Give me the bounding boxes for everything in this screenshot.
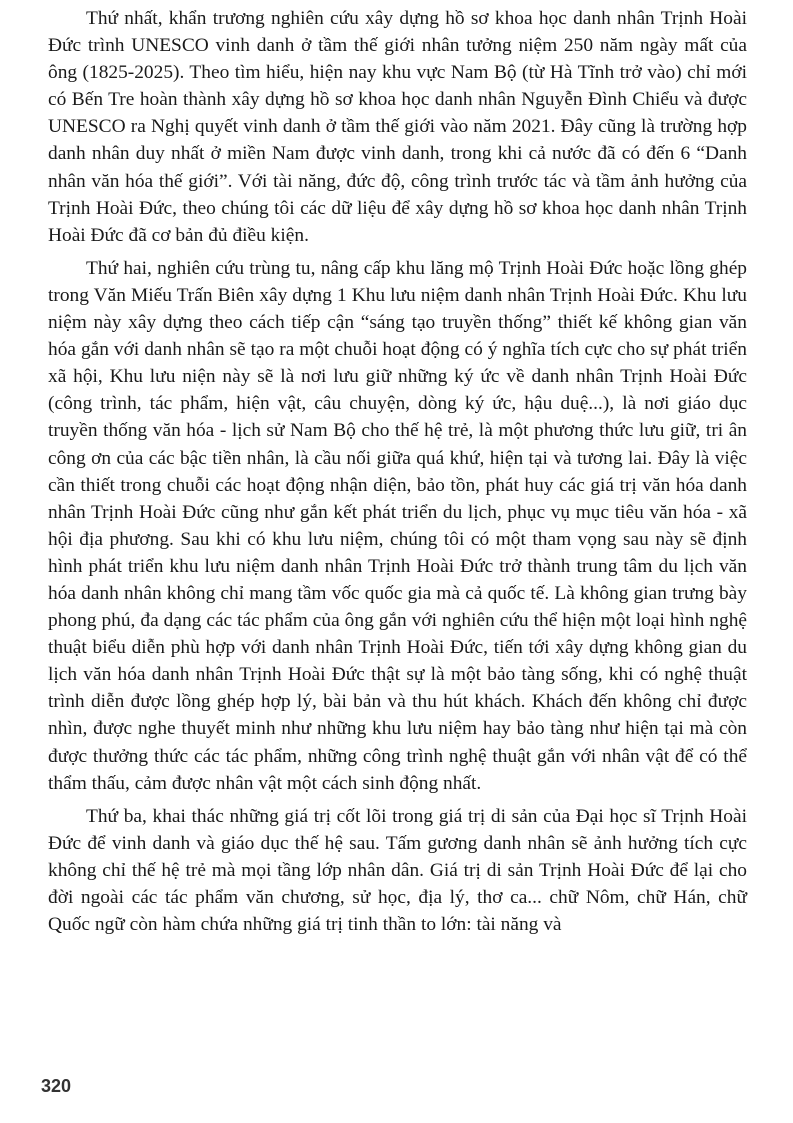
paragraph-first: Thứ nhất, khẩn trương nghiên cứu xây dựng hồ sơ khoa học danh nhân Trịnh Hoài Đức trình UNESCO vinh danh ở tầm thế giới nhân tưởng niệm 250 năm ngày mất của ông (1825-2025). Theo tìm hiểu, hiện nay khu vực Nam Bộ (từ Hà Tĩnh trở vào) chỉ mới có Bến Tre hoàn thành xây dựng hồ sơ khoa học danh nhân Nguyễn Đình Chiểu và được UNESCO ra Nghị quyết vinh danh ở tầm thế giới vào năm 2021. Đây cũng là trường hợp danh nhân duy nhất ở miền Nam được vinh danh, trong khi cả nước đã có đến 6 “Danh nhân văn hóa thế giới”. Với tài năng, đức độ, công trình trước tác và tầm ảnh hưởng của Trịnh Hoài Đức, theo chúng tôi các dữ liệu để xây dựng hồ sơ khoa học danh nhân Trịnh Hoài Đức đã cơ bản đủ điều kiện. [48,8,747,246]
body-text [48,0,747,938]
page-number: 320 [41,1076,72,1096]
paragraph-second: Thứ hai, nghiên cứu trùng tu, nâng cấp khu lăng mộ Trịnh Hoài Đức hoặc lồng ghép trong Văn Miếu Trấn Biên xây dựng 1 Khu lưu niệm danh nhân Trịnh Hoài Đức. Khu lưu niệm này xây dựng theo cách tiếp cận “sáng tạo truyền thống” thiết kế không gian văn hóa gắn với danh nhân sẽ tạo ra một chuỗi hoạt động có ý nghĩa tích cực cho sự phát triển xã hội, Khu lưu niện này sẽ là nơi lưu giữ những ký ức về danh nhân Trịnh Hoài Đức (công trình, tác phẩm, hiện vật, câu chuyện, dòng ký ức, hậu duệ...), là nơi giáo dục truyền thống văn hóa - lịch sử Nam Bộ cho thế hệ trẻ, là một phương thức lưu giữ, tri ân công ơn của các bậc tiền nhân, là cầu nối giữa quá khứ, hiện tại và tương lai. Đây là việc cần thiết trong chuỗi các hoạt động nhận diện, bảo tồn, phát huy các giá trị văn hóa danh nhân Trịnh Hoài Đức cũng như gắn kết phát triển du lịch, phục vụ mục tiêu văn hóa - xã hội địa phương. Sau khi có khu lưu niệm, chúng tôi có một tham vọng sau này sẽ định hình phát triển khu lưu niệm danh nhân Trịnh Hoài Đức trở thành trung tâm du lịch văn hóa danh nhân không chỉ mang tầm vốc quốc gia mà cả quốc tế. Là không gian trưng bày phong phú, đa dạng các tác phẩm của ông gắn với nghiên cứu thể hiện một loại hình nghệ thuật biểu diễn phù hợp với danh nhân Trịnh Hoài Đức, tiến tới xây dựng không gian du lịch văn hóa danh nhân Trịnh Hoài Đức thật sự là một bảo tàng sống, khi có nghệ thuật trình diễn được lồng ghép hợp lý, bài bản và thu hút khách. Khách đến không chỉ được nhìn, được nghe thuyết minh như những khu lưu niệm hay bảo tàng như hiện tại mà còn được thưởng thức các tác phẩm, những công trình nghệ thuật gắn với nhân vật để có thể thẩm thấu, cảm được nhân vật một cách sinh động nhất. [48,257,747,794]
paragraph-third: Thứ ba, khai thác những giá trị cốt lõi trong giá trị di sản của Đại học sĩ Trịnh Hoài Đức để vinh danh và giáo dục thế hệ sau. Tấm gương danh nhân sẽ ảnh hưởng tích cực không chỉ thế hệ trẻ mà mọi tầng lớp nhân dân. Giá trị di sản Trịnh Hoài Đức để lại cho đời ngoài các tác phẩm văn chương, sử học, địa lý, thơ ca... chữ Nôm, chữ Hán, chữ Quốc ngữ còn hàm chứa những giá trị tinh thần to lớn: tài năng và [48,805,747,936]
